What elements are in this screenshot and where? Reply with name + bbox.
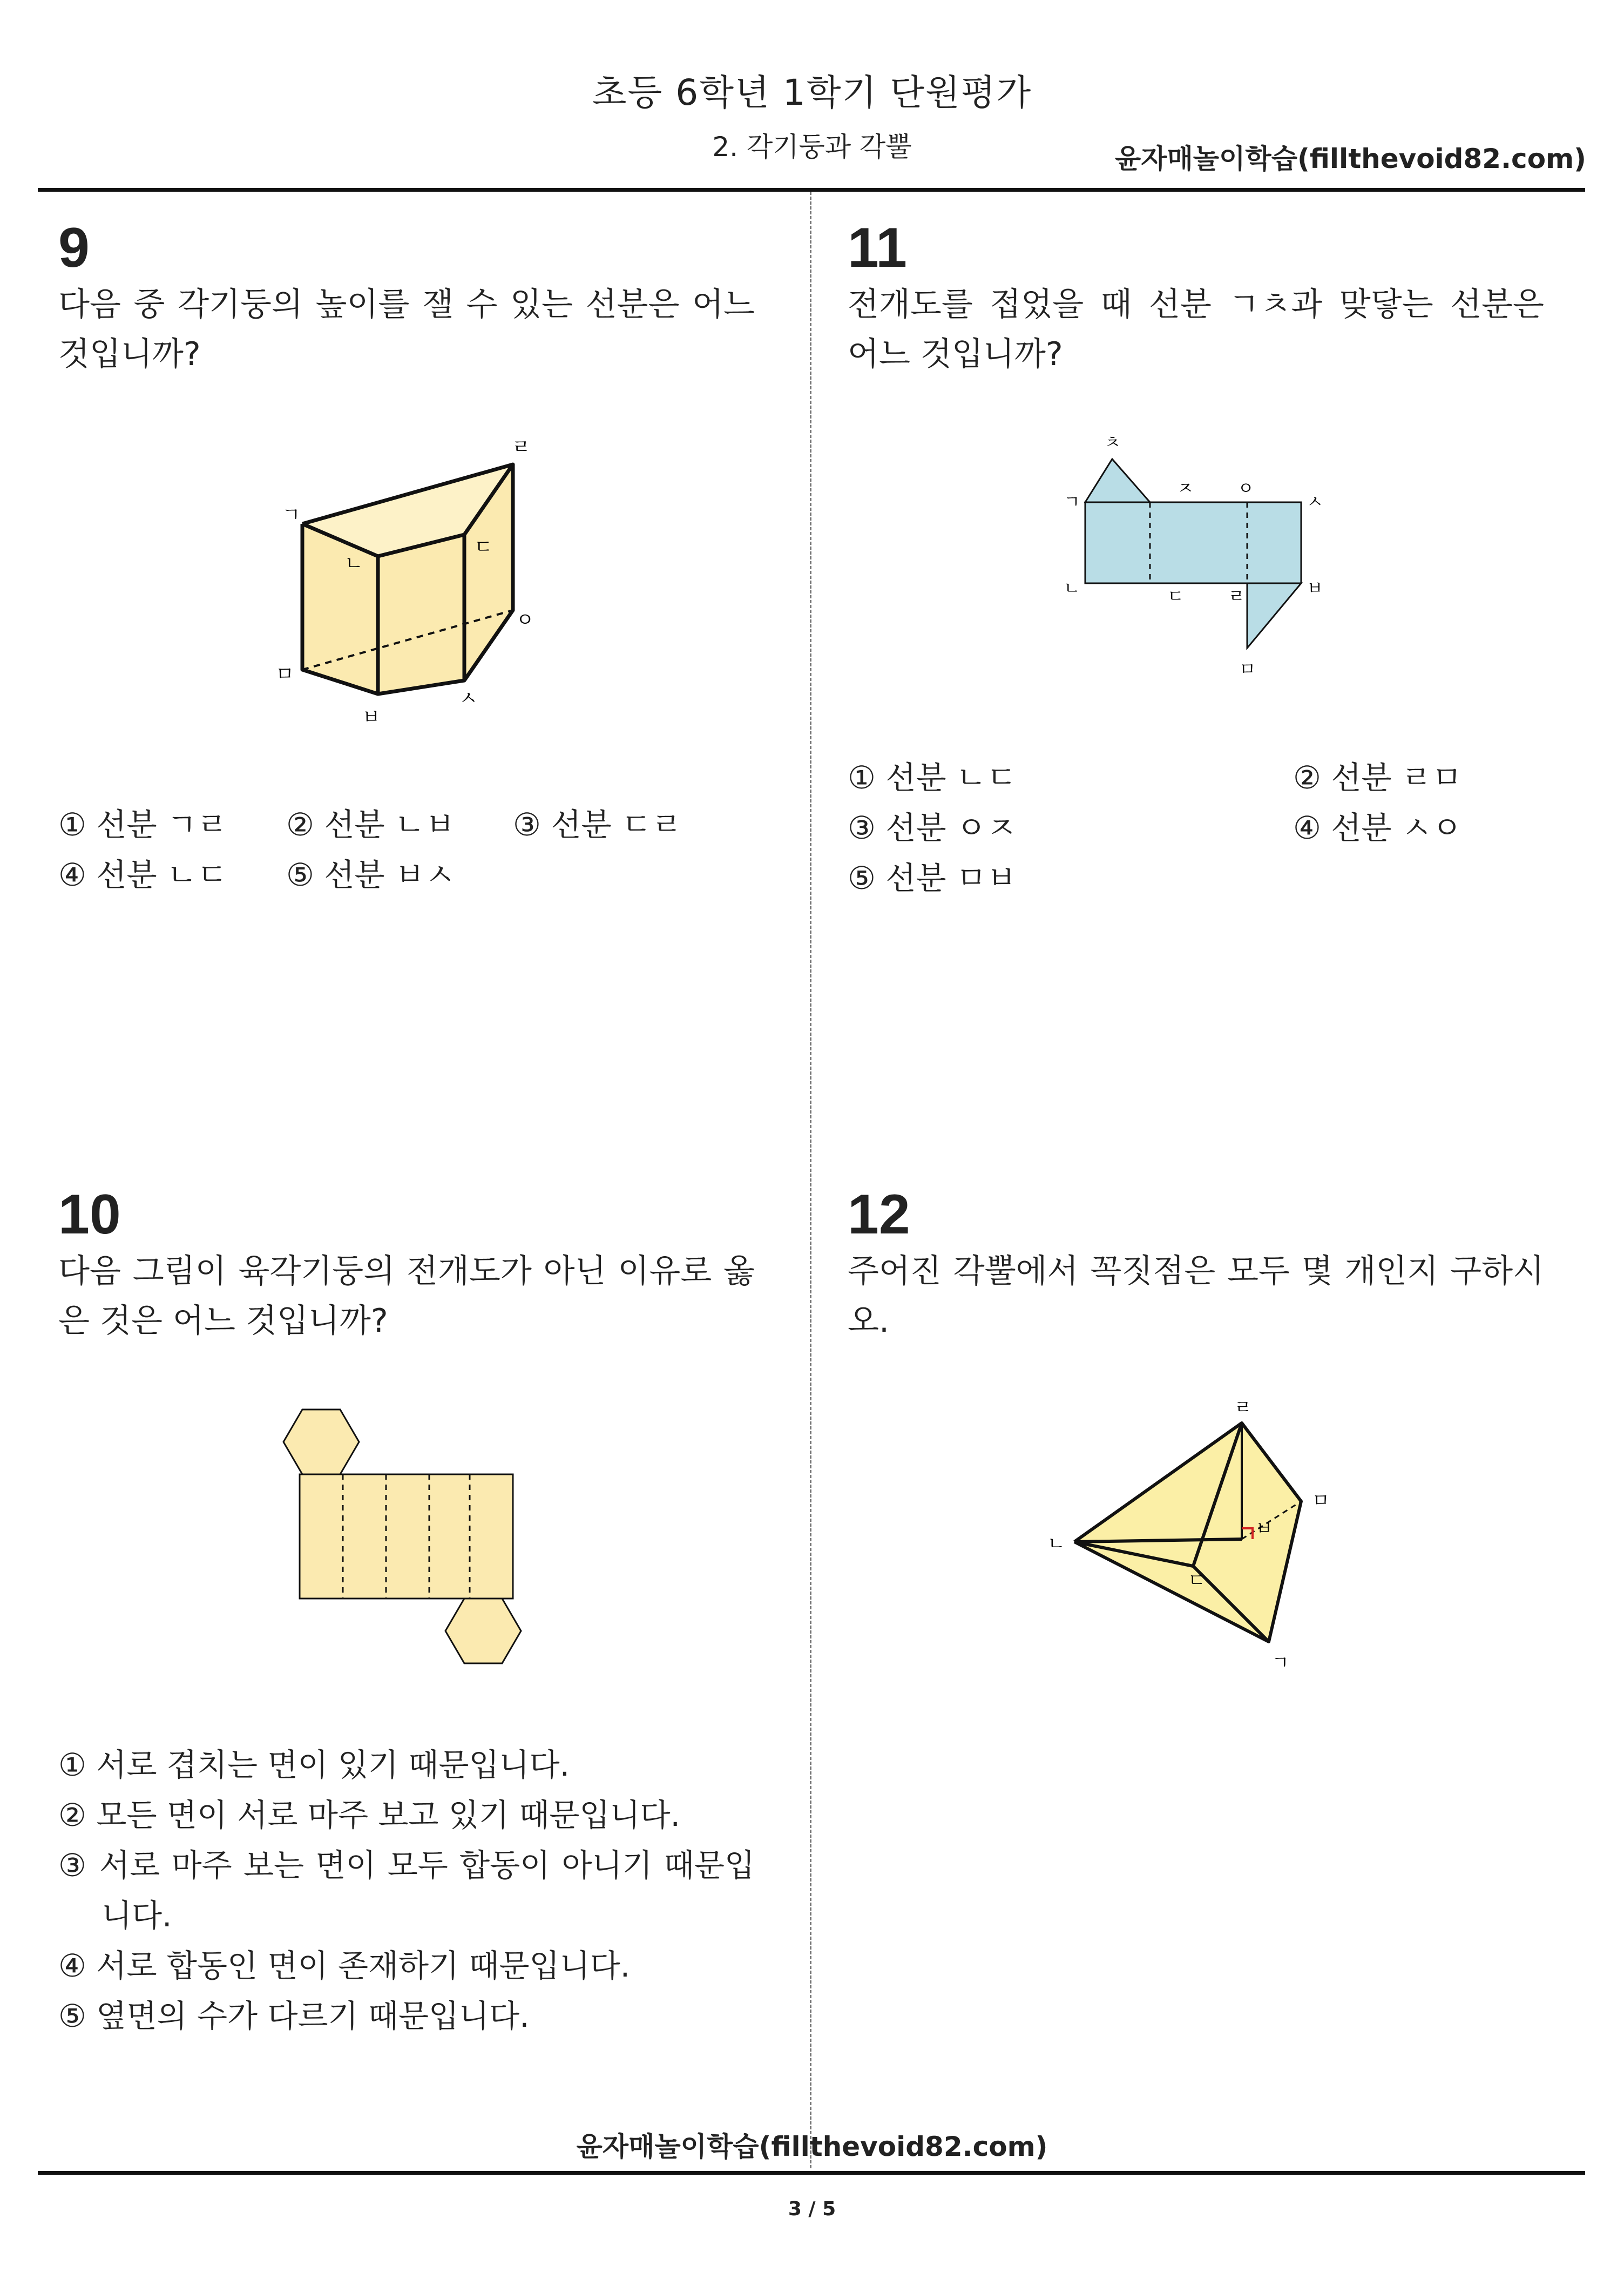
label-n: ㄴ [1047, 1533, 1065, 1555]
question-11-option-1[interactable]: ① 선분 ㄴㄷ [848, 759, 1017, 796]
footer-rule [38, 2171, 1585, 2175]
label-j: ㅈ [1177, 478, 1194, 498]
question-10-number: 10 [58, 1183, 121, 1246]
label-m: ㅁ [1312, 1490, 1330, 1512]
question-12-text: 주어진 각뿔에서 꼭짓점은 모두 몇 개인지 구하시오. [848, 1252, 1544, 1340]
label-n: ㄴ [344, 552, 363, 575]
unit-subtitle: 2. 각기둥과 각뿔 [712, 131, 912, 163]
label-r: ㄹ [512, 436, 531, 458]
question-10-net-figure [270, 1399, 551, 1690]
label-o: ㅇ [516, 609, 534, 631]
label-r: ㄹ [1228, 586, 1245, 606]
question-10-option-1[interactable]: ① 서로 겹치는 면이 있기 때문입니다. [58, 1746, 570, 1783]
question-11-text: 전개도를 접었을 때 선분 ㄱㅊ과 맞닿는 선분은 어느 것입니까? [848, 286, 1544, 373]
question-9-option-1[interactable]: ① 선분 ㄱㄹ [58, 806, 227, 843]
footer-brand: 윤자매놀이학습(fillthevoid82.com) [576, 2131, 1048, 2162]
question-9-option-3[interactable]: ③ 선분 ㄷㄹ [513, 806, 682, 843]
label-r: ㄹ [1234, 1397, 1252, 1419]
page-title: 초등 6학년 1학기 단원평가 [592, 72, 1032, 113]
question-10-option-5[interactable]: ⑤ 옆면의 수가 다르기 때문입니다. [58, 1998, 530, 2034]
page-number: 3 / 5 [788, 2198, 836, 2220]
question-12-pyramid-figure [1042, 1393, 1366, 1696]
label-g: ㄱ [282, 504, 301, 526]
question-10-option-4[interactable]: ④ 서로 합동인 면이 존재하기 때문입니다. [58, 1947, 631, 1984]
label-b: ㅂ [1307, 578, 1323, 598]
question-11-option-5[interactable]: ⑤ 선분 ㅁㅂ [848, 860, 1017, 896]
question-10-option-2[interactable]: ② 모든 면이 서로 마주 보고 있기 때문입니다. [58, 1797, 680, 1833]
label-d: ㄷ [1188, 1570, 1206, 1592]
header-rule [38, 188, 1585, 192]
label-o: ㅇ [1237, 478, 1254, 498]
label-g: ㄱ [1271, 1652, 1289, 1674]
question-11-option-4[interactable]: ④ 선분 ㅅㅇ [1293, 810, 1462, 846]
question-9-option-4[interactable]: ④ 선분 ㄴㄷ [58, 857, 227, 893]
label-b: ㅂ [1255, 1518, 1273, 1540]
column-divider [810, 192, 811, 2168]
question-11-option-2[interactable]: ② 선분 ㄹㅁ [1293, 759, 1462, 796]
label-m: ㅁ [275, 663, 294, 685]
header-brand: 윤자매놀이학습(fillthevoid82.com) [1114, 143, 1586, 174]
question-10-option-3[interactable]: ③ 서로 마주 보는 면이 모두 합동이 아니기 때문입니다. [58, 1847, 755, 1934]
question-9-option-2[interactable]: ② 선분 ㄴㅂ [286, 806, 455, 843]
question-11-net-figure [1053, 427, 1344, 697]
label-s: ㅅ [1307, 491, 1323, 512]
label-ch: ㅊ [1104, 432, 1121, 453]
question-9-option-5[interactable]: ⑤ 선분 ㅂㅅ [286, 857, 455, 893]
label-b: ㅂ [362, 706, 381, 729]
label-d: ㄷ [1167, 586, 1184, 606]
question-9-text: 다음 중 각기둥의 높이를 잴 수 있는 선분은 어느 것입니까? [58, 286, 755, 373]
label-m: ㅁ [1239, 659, 1256, 679]
question-11-number: 11 [848, 217, 907, 279]
question-9-prism-figure [254, 427, 556, 740]
question-10-text: 다음 그림이 육각기둥의 전개도가 아닌 이유로 옳은 것은 어느 것입니까? [58, 1252, 755, 1340]
question-11-option-3[interactable]: ③ 선분 ㅇㅈ [848, 810, 1017, 846]
label-n: ㄴ [1064, 578, 1080, 598]
label-g: ㄱ [1064, 491, 1080, 512]
question-9-number: 9 [58, 217, 90, 279]
label-d: ㄷ [474, 536, 493, 558]
label-s: ㅅ [459, 687, 478, 710]
question-12-number: 12 [848, 1183, 910, 1246]
